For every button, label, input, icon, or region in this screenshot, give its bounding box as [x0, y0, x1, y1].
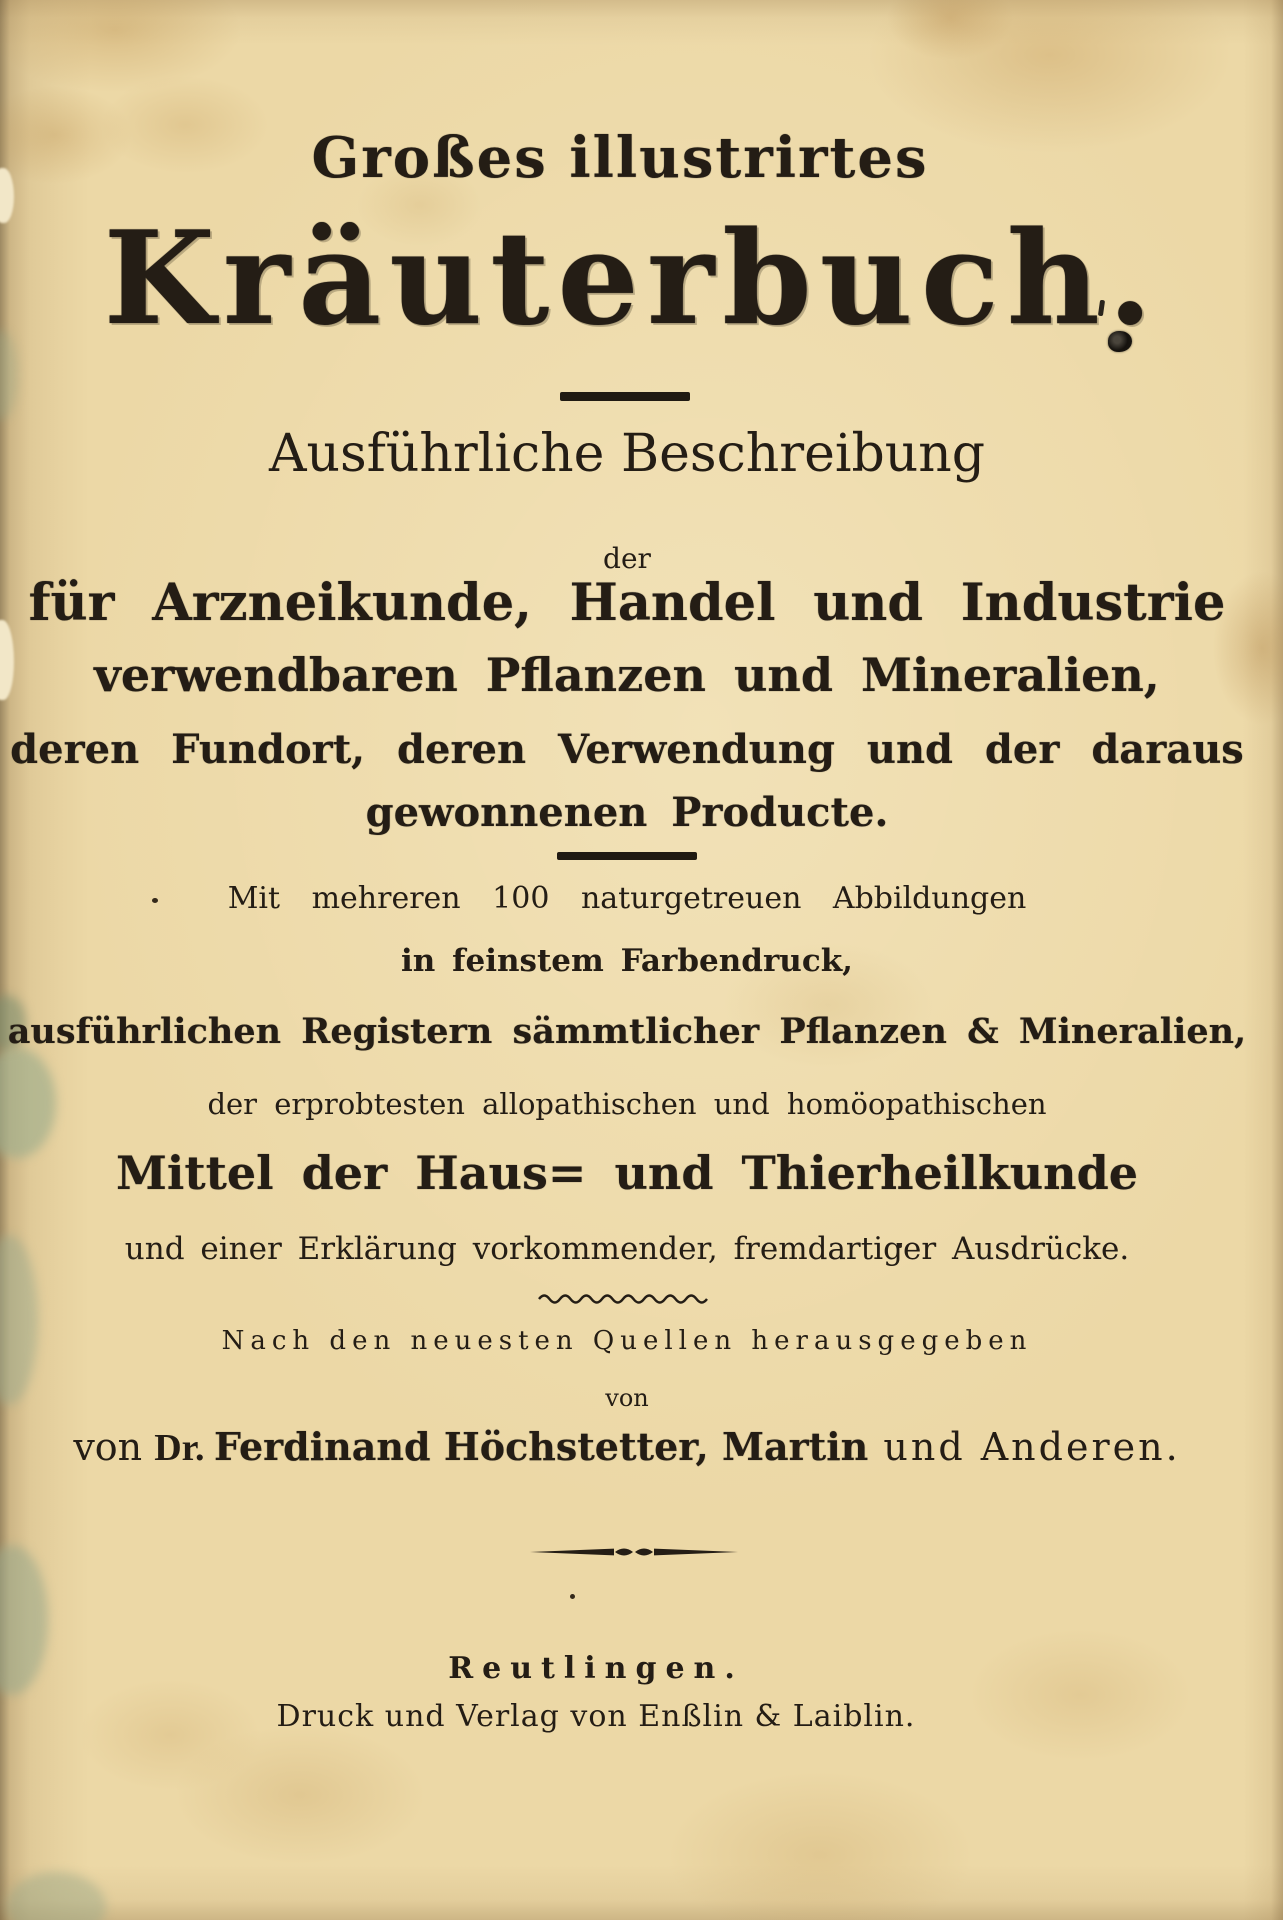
feature-line-2: in feinstem Farbendruck, — [401, 943, 853, 979]
feature-line-1: Mit mehreren 100 naturgetreuen Abbildungen — [227, 881, 1027, 916]
mildew-stain — [0, 330, 18, 420]
description-line-1: für Arzneikunde, Handel und Industrie — [28, 573, 1226, 633]
subtitle-connector: der — [603, 542, 651, 575]
ornament-divider — [528, 1544, 740, 1560]
byline-editor-names: Ferdinand Höchstetter, Martin — [214, 1424, 869, 1469]
byline-suffix: und Anderen. — [868, 1425, 1181, 1469]
mildew-stain — [0, 1545, 48, 1695]
section-rule — [557, 852, 697, 860]
description-line-2: verwendbaren Pflanzen und Mineralien, — [94, 648, 1160, 702]
source-note: Nach den neuesten Quellen herausgegeben — [221, 1326, 1033, 1356]
ink-speck — [152, 898, 158, 903]
imprint-publisher: Druck und Verlag von Enßlin & Laiblin. — [276, 1699, 916, 1734]
ink-speck — [570, 1594, 575, 1599]
byline-von-word: von — [605, 1384, 649, 1412]
imprint-place: Reutlingen. — [448, 1651, 744, 1686]
mildew-stain — [0, 1048, 56, 1158]
title-rule — [560, 392, 690, 401]
book-title: Kräuterbuch. — [103, 204, 1161, 354]
byline-doctor-title: Dr. — [154, 1427, 215, 1469]
feature-line-4: der erprobtesten allopathischen und homöopathischen — [207, 1087, 1047, 1121]
description-line-4: gewonnenen Producte. — [365, 789, 889, 836]
byline-prefix: von — [73, 1425, 155, 1469]
mildew-stain — [6, 1872, 106, 1920]
description-line-3: deren Fundort, deren Verwendung und der daraus — [10, 726, 1244, 773]
paper-chip — [0, 168, 14, 223]
mildew-stain — [0, 1235, 38, 1405]
wavy-rule — [535, 1291, 715, 1305]
paper-chip — [0, 620, 14, 700]
feature-line-3: ausführlichen Registern sämmtlicher Pflanzen & Mineralien, — [7, 1011, 1247, 1052]
subtitle: Ausführliche Beschreibung — [268, 424, 986, 484]
feature-line-5: Mittel der Haus= und Thierheilkunde — [115, 1146, 1139, 1200]
byline — [73, 1424, 1181, 1469]
feature-line-6: und einer Erklärung vorkommender, fremdartiger Ausdrücke. — [124, 1231, 1130, 1267]
series-kicker: Großes illustrirtes — [311, 125, 929, 191]
